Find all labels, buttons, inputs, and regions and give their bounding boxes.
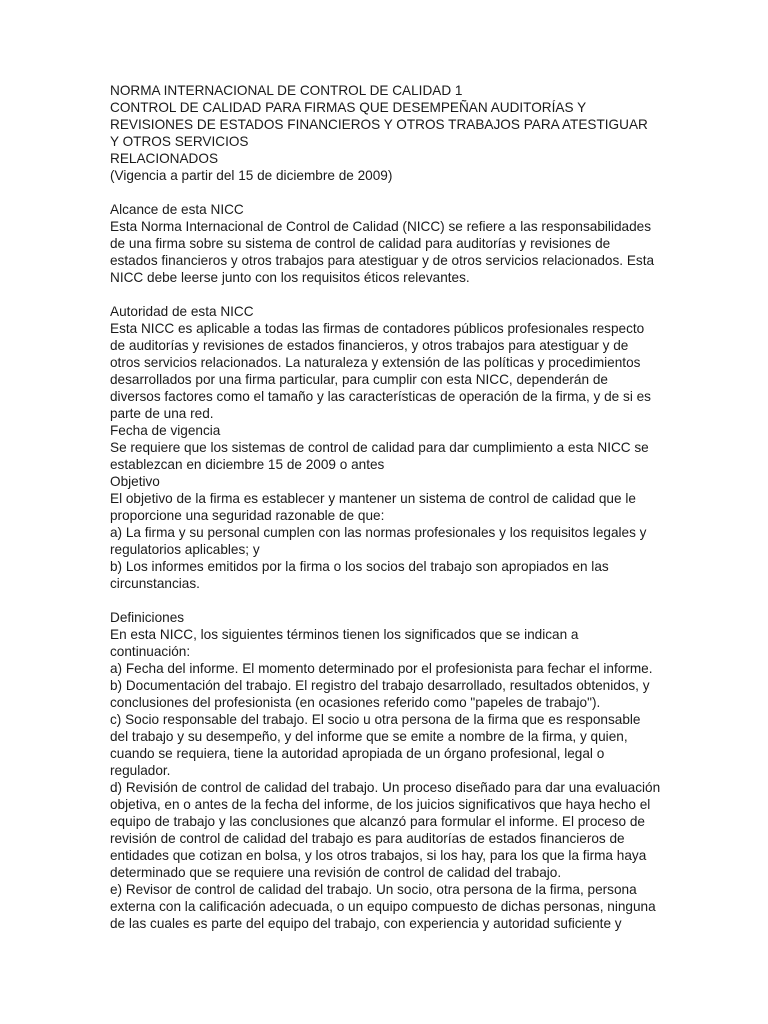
- body-line: Esta Norma Internacional de Control de Calidad (NICC) se refiere a las responsabilidades: [110, 219, 651, 234]
- body-line: Esta NICC es aplicable a todas las firmas de contadores públicos profesionales respecto: [110, 321, 645, 336]
- body-line: entidades que cotizan en bolsa, y los otros trabajos, si los hay, para los que la firma haya: [110, 848, 647, 863]
- body-line: de auditorías y revisiones de estados financieros, y otros trabajos para atestiguar y de: [110, 338, 629, 353]
- body-line: regulatorios aplicables; y: [110, 542, 260, 557]
- body-line: parte de una red.: [110, 406, 214, 421]
- norm-subtitle-line: Y OTROS SERVICIOS: [110, 134, 249, 149]
- norm-subtitle-line: RELACIONADOS: [110, 151, 219, 166]
- body-line: estados financieros y otros trabajos para atestiguar y de otros servicios relacionados. Esta: [110, 253, 655, 268]
- section-heading: Fecha de vigencia: [110, 423, 221, 438]
- body-line: c) Socio responsable del trabajo. El socio u otra persona de la firma que es responsable: [110, 712, 641, 727]
- section-heading: Definiciones: [110, 610, 185, 625]
- body-line: conclusiones del profesionista (en ocasiones referido como "papeles de trabajo").: [110, 695, 601, 710]
- body-line: diversos factores como el tamaño y las características de operación de la firma, y de si es: [110, 389, 651, 404]
- body-line: objetiva, en o antes de la fecha del informe, de los juicios significativos que haya hecho el: [110, 797, 651, 812]
- body-line: circunstancias.: [110, 576, 200, 591]
- body-line: continuación:: [110, 644, 191, 659]
- body-line: del trabajo y su desempeño, y del informe que se emite a nombre de la firma, y quien,: [110, 729, 628, 744]
- body-line: a) La firma y su personal cumplen con las normas profesionales y los requisitos legales y: [110, 525, 647, 540]
- body-line: b) Documentación del trabajo. El registro del trabajo desarrollado, resultados obtenidos, y: [110, 678, 650, 693]
- body-line: externa con la calificación adecuada, o un equipo compuesto de dichas personas, ninguna: [110, 899, 656, 914]
- body-line: b) Los informes emitidos por la firma o los socios del trabajo son apropiados en las: [110, 559, 609, 574]
- body-line: proporcione una seguridad razonable de que:: [110, 508, 385, 523]
- effective-date-line: (Vigencia a partir del 15 de diciembre de 2009): [110, 168, 393, 183]
- body-line: de las cuales es parte del equipo del trabajo, con experiencia y autoridad suficiente y: [110, 916, 622, 931]
- body-line: a) Fecha del informe. El momento determinado por el profesionista para fechar el informe.: [110, 661, 653, 676]
- norm-title: NORMA INTERNACIONAL DE CONTROL DE CALIDAD 1: [110, 83, 463, 98]
- body-line: regulador.: [110, 763, 171, 778]
- body-line: d) Revisión de control de calidad del trabajo. Un proceso diseñado para dar una evaluación: [110, 780, 661, 795]
- body-line: revisión de control de calidad del trabajo es para auditorías de estados financieros de: [110, 831, 625, 846]
- body-line: En esta NICC, los siguientes términos tienen los significados que se indican a: [110, 627, 579, 642]
- section-definiciones: [110, 609, 670, 932]
- document-header: [110, 82, 670, 184]
- section-heading: Autoridad de esta NICC: [110, 304, 254, 319]
- paragraph-gap: [110, 592, 670, 609]
- section-heading: Objetivo: [110, 474, 160, 489]
- body-line: otros servicios relacionados. La naturaleza y extensión de las políticas y procedimientos: [110, 355, 641, 370]
- paragraph-gap: [110, 286, 670, 303]
- section-autoridad: [110, 303, 670, 592]
- body-line: e) Revisor de control de calidad del trabajo. Un socio, otra persona de la firma, persona: [110, 882, 637, 897]
- document-page: [110, 82, 670, 932]
- section-heading: Alcance de esta NICC: [110, 202, 244, 217]
- section-alcance: [110, 201, 670, 286]
- body-line: de una firma sobre su sistema de control de calidad para auditorías y revisiones de: [110, 236, 611, 251]
- body-line: cuando se requiera, tiene la autoridad apropiada de un órgano profesional, legal o: [110, 746, 605, 761]
- body-line: equipo de trabajo y las conclusiones que alcanzó para formular el informe. El proceso de: [110, 814, 645, 829]
- body-line: establezcan en diciembre 15 de 2009 o antes: [110, 457, 385, 472]
- norm-subtitle-line: REVISIONES DE ESTADOS FINANCIEROS Y OTROS TRABAJOS PARA ATESTIGUAR: [110, 117, 648, 132]
- body-line: El objetivo de la firma es establecer y mantener un sistema de control de calidad que le: [110, 491, 636, 506]
- body-line: Se requiere que los sistemas de control de calidad para dar cumplimiento a esta NICC se: [110, 440, 649, 455]
- body-line: desarrollados por una firma particular, para cumplir con esta NICC, dependerán de: [110, 372, 608, 387]
- paragraph-gap: [110, 184, 670, 201]
- body-line: determinado que se requiere una revisión de control de calidad del trabajo.: [110, 865, 562, 880]
- body-line: NICC debe leerse junto con los requisitos éticos relevantes.: [110, 270, 470, 285]
- norm-subtitle-line: CONTROL DE CALIDAD PARA FIRMAS QUE DESEMPEÑAN AUDITORÍAS Y: [110, 100, 587, 115]
